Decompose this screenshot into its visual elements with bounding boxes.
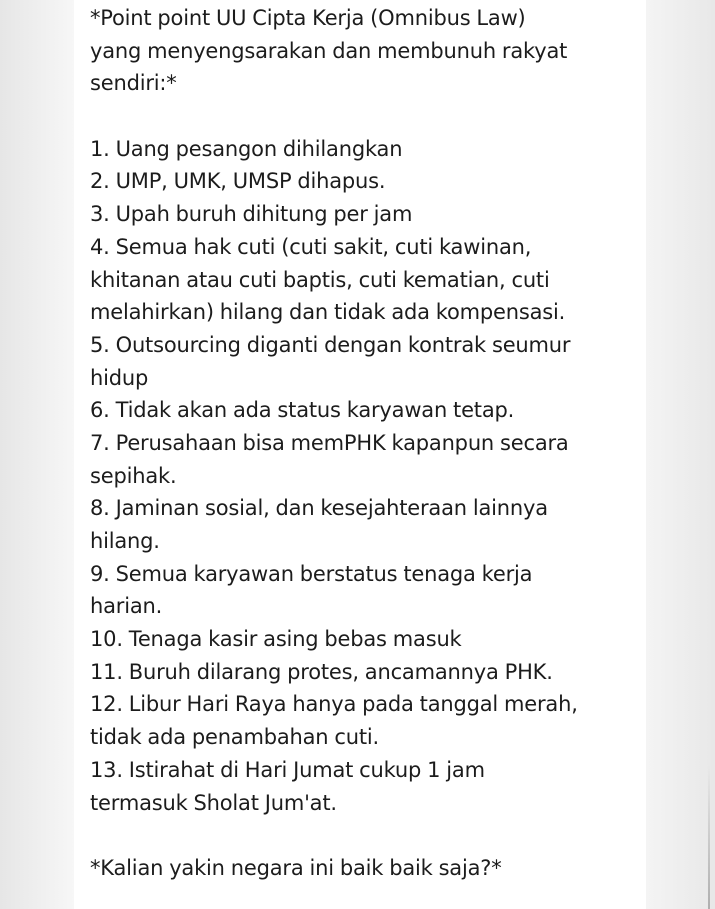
edge-shadow <box>708 765 710 909</box>
list-item: 8. Jaminan sosial, dan kesejahteraan lainnya <box>90 496 548 521</box>
list-item: 2. UMP, UMK, UMSP dihapus. <box>90 169 386 194</box>
list-item: 9. Semua karyawan berstatus tenaga kerja <box>90 561 533 586</box>
list-item-continuation: tidak ada penambahan cuti. <box>90 725 379 750</box>
title-line: *Point point UU Cipta Kerja (Omnibus Law) <box>90 6 526 30</box>
list-item-continuation: harian. <box>90 594 163 619</box>
list-item-continuation: sepihak. <box>90 463 177 488</box>
title-line: sendiri:* <box>90 71 177 96</box>
list-item: 1. Uang pesangon dihilangkan <box>90 136 403 161</box>
list-item-continuation: termasuk Sholat Jum'at. <box>90 790 337 815</box>
list-item-continuation: melahirkan) hilang dan tidak ada kompensasi. <box>90 300 566 325</box>
title-line: yang menyengsarakan dan membunuh rakyat <box>90 38 568 63</box>
closing-line: *Kalian yakin negara ini baik baik saja?* <box>90 855 502 880</box>
spacer <box>90 819 646 852</box>
list-item: 4. Semua hak cuti (cuti sakit, cuti kawinan, <box>90 234 532 259</box>
list-item: 13. Istirahat di Hari Jumat cukup 1 jam <box>90 757 485 782</box>
list-item: 11. Buruh dilarang protes, ancamannya PHK. <box>90 659 553 684</box>
document-text <box>90 2 646 885</box>
list-item: 12. Libur Hari Raya hanya pada tanggal merah, <box>90 692 578 717</box>
list-item-continuation: hilang. <box>90 529 160 553</box>
list-item: 10. Tenaga kasir asing bebas masuk <box>90 627 462 652</box>
list-item: 6. Tidak akan ada status karyawan tetap. <box>90 398 515 423</box>
list-item: 7. Perusahaan bisa memPHK kapanpun secara <box>90 430 569 455</box>
left-margin <box>0 0 74 909</box>
list-item: 3. Upah buruh dihitung per jam <box>90 202 413 227</box>
spacer <box>90 100 646 133</box>
list-item-continuation: hidup <box>90 365 149 390</box>
right-margin <box>646 0 715 909</box>
list-item-continuation: khitanan atau cuti baptis, cuti kematian, cuti <box>90 267 550 292</box>
list-item: 5. Outsourcing diganti dengan kontrak seumur <box>90 332 571 357</box>
